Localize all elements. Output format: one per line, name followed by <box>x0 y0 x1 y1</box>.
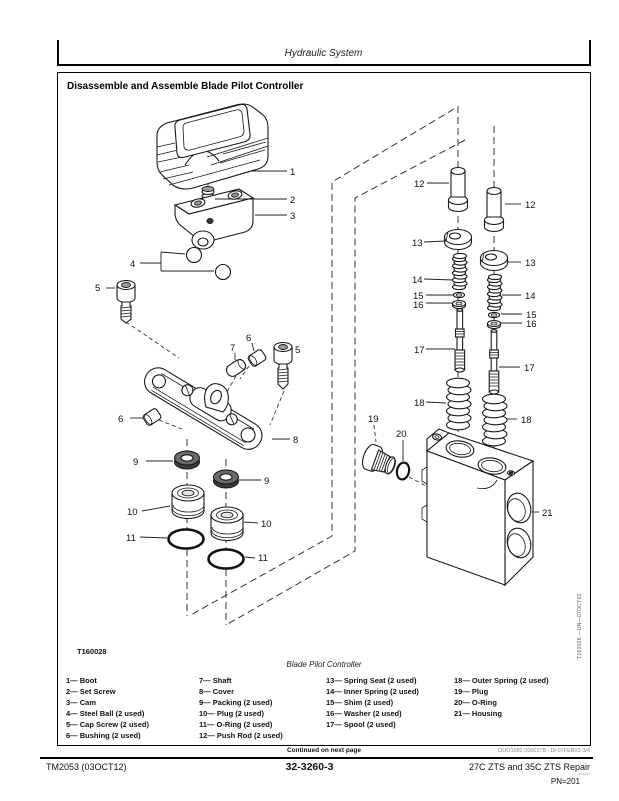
callout-8: 8 <box>293 435 299 446</box>
callout-21: 21 <box>542 508 553 519</box>
part-housing <box>422 429 534 585</box>
callout-5b: 5 <box>295 345 301 356</box>
legend-item: 1— Boot <box>66 676 97 685</box>
legend-item: 3— Cam <box>66 698 97 707</box>
part-inner-spring-a <box>453 253 468 289</box>
product-title: 27C ZTS and 35C ZTS Repair <box>468 762 590 772</box>
callout-10b: 10 <box>261 519 272 530</box>
part-o-ring-b <box>209 550 244 569</box>
callout-5a: 5 <box>95 283 101 294</box>
legend-item: 6— Bushing (2 used) <box>66 731 141 740</box>
callout-10a: 10 <box>127 507 138 518</box>
part-spring-seat-a <box>445 230 472 250</box>
header-rule <box>57 64 591 66</box>
legend-item: 8— Cover <box>199 687 235 696</box>
callout-6a: 6 <box>246 333 252 344</box>
callout-1: 1 <box>290 167 296 178</box>
legend-item: 9— Packing (2 used) <box>199 698 273 707</box>
callout-12b: 12 <box>525 200 536 211</box>
header-tick-left <box>57 40 59 65</box>
legend-item: 2— Set Screw <box>66 687 116 696</box>
legend-item: 14— Inner Spring (2 used) <box>326 687 419 696</box>
legend-item: 15— Shim (2 used) <box>326 698 394 707</box>
callout-3: 3 <box>290 211 296 222</box>
content-box <box>57 72 591 746</box>
part-bushing-b <box>142 408 162 427</box>
part-packing-a <box>175 451 200 469</box>
callout-15b: 15 <box>526 310 537 321</box>
part-bushing-a <box>247 349 267 368</box>
callout-6b: 6 <box>118 414 124 425</box>
legend-item: 20— O-Ring <box>454 698 497 707</box>
part-shim-b <box>489 312 500 317</box>
callout-14b: 14 <box>525 291 536 302</box>
part-shim-a <box>454 292 465 297</box>
legend-column-3 <box>326 675 419 730</box>
part-plug-b <box>211 507 243 541</box>
part-cover <box>140 360 269 455</box>
legend-item: 17— Spool (2 used) <box>326 720 396 729</box>
part-o-ring-a <box>169 530 204 549</box>
footer-rule <box>40 757 593 759</box>
legend-item: 16— Washer (2 used) <box>326 709 402 718</box>
part-outer-spring-b <box>483 394 508 446</box>
footer-right <box>469 762 590 786</box>
callout-17b: 17 <box>524 363 535 374</box>
callout-4: 4 <box>130 259 136 270</box>
callout-16a: 16 <box>413 300 424 311</box>
continued-row <box>57 747 591 757</box>
print-code: 100312 <box>578 772 590 776</box>
callout-17a: 17 <box>414 345 425 356</box>
part-washer-b <box>488 321 501 329</box>
legend-item: 10— Plug (2 used) <box>199 709 265 718</box>
page-number: 32-3260-3 <box>285 761 334 773</box>
callout-19: 19 <box>368 414 379 425</box>
legend-item: 11— O-Ring (2 used) <box>199 720 273 729</box>
callout-18b: 18 <box>521 415 532 426</box>
header-tick-right <box>589 40 591 65</box>
part-spool-b <box>489 330 499 394</box>
part-o-ring-20 <box>395 461 410 480</box>
part-push-rod-b <box>485 188 504 232</box>
callout-15a: 15 <box>413 291 424 302</box>
legend-item: 5— Cap Screw (2 used) <box>66 720 149 729</box>
part-shaft <box>224 358 247 379</box>
callout-11a: 11 <box>126 533 136 544</box>
callout-13b: 13 <box>525 258 536 269</box>
figure-id: T160028 <box>77 647 107 656</box>
running-header-title: Hydraulic System <box>284 48 363 59</box>
legend-item: 12— Push Rod (2 used) <box>199 731 283 740</box>
legend-item: 18— Outer Spring (2 used) <box>454 676 549 685</box>
part-packing-b <box>214 470 239 488</box>
callout-12a: 12 <box>414 179 425 190</box>
part-cap-screw-a <box>117 281 135 324</box>
manual-code: TM2053 (03OCT12) <box>46 762 127 772</box>
callout-2: 2 <box>290 195 296 206</box>
callout-18a: 18 <box>414 398 425 409</box>
callout-9a: 9 <box>133 457 139 468</box>
part-inner-spring-b <box>488 274 503 310</box>
part-outer-spring-a <box>447 378 472 430</box>
legend-item: 21— Housing <box>454 709 502 718</box>
legend-item: 7— Shaft <box>199 676 232 685</box>
part-spring-seat-b <box>481 251 508 271</box>
pn-number: PN=201 <box>550 777 580 786</box>
section-title: Disassemble and Assemble Blade Pilot Controller <box>67 81 304 92</box>
legend-column-4 <box>454 675 549 719</box>
doc-code: OUO1082,000027B -19-07FEB03-3/4 <box>497 748 590 754</box>
callout-14a: 14 <box>412 275 423 286</box>
part-cam <box>175 189 253 249</box>
callout-7: 7 <box>230 343 236 354</box>
part-spool-a <box>455 309 465 372</box>
continued-note: Continued on next page <box>286 747 362 754</box>
part-steel-balls <box>187 248 231 280</box>
part-plug-a <box>172 485 204 519</box>
figure-side-code: T160028 —UN—07OCT02 <box>577 593 583 659</box>
legend-item: 13— Spring Seat (2 used) <box>326 676 417 685</box>
callout-20: 20 <box>396 429 407 440</box>
callout-13a: 13 <box>412 238 423 249</box>
figure-caption: Blade Pilot Controller <box>286 660 362 669</box>
part-cap-screw-b <box>274 343 292 390</box>
exploded-diagram <box>56 93 590 644</box>
callout-9b: 9 <box>264 476 270 487</box>
legend-item: 4— Steel Ball (2 used) <box>66 709 145 718</box>
part-boot <box>157 104 268 189</box>
callout-16b: 16 <box>526 319 537 330</box>
legend-column-2 <box>199 675 283 741</box>
callout-11b: 11 <box>258 553 268 564</box>
legend-column-1 <box>66 675 149 741</box>
part-push-rod-a <box>449 168 468 212</box>
part-washer-a <box>453 301 466 309</box>
legend-item: 19— Plug <box>454 687 489 696</box>
part-plug-19 <box>360 443 400 479</box>
